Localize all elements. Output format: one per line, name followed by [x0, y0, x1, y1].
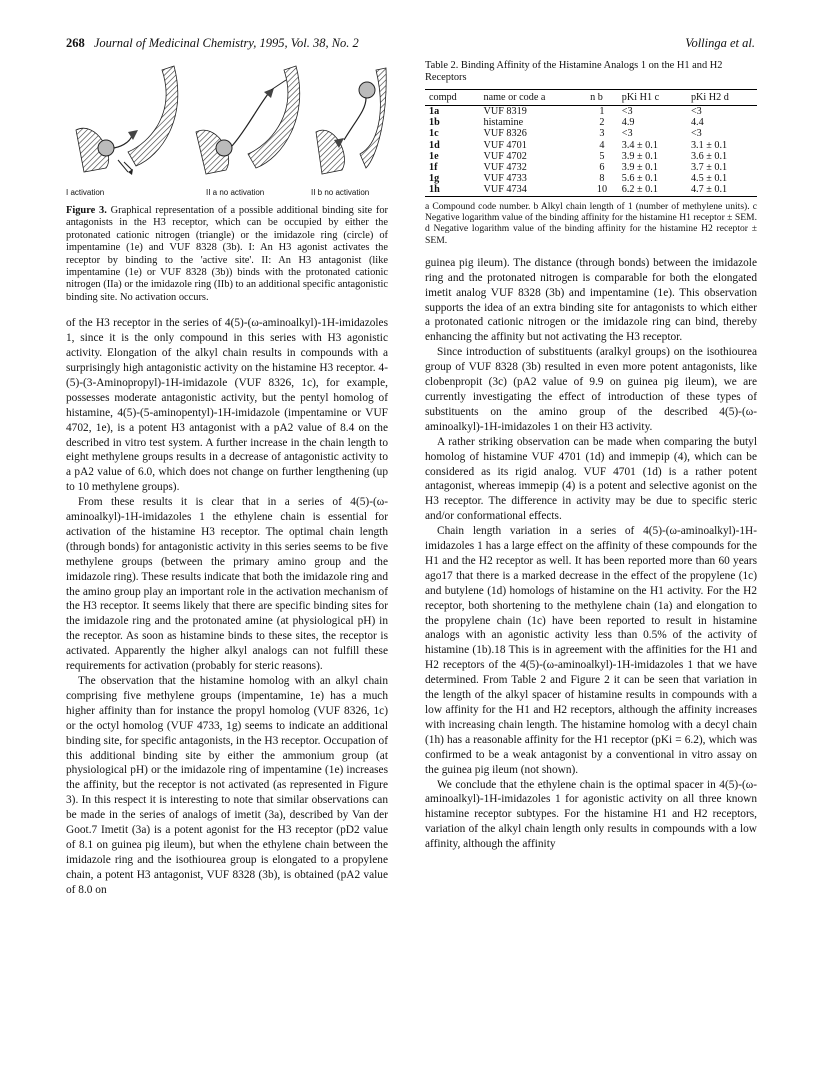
body-paragraph: of the H3 receptor in the series of 4(5)-(ω-aminoalkyl)-1H-imidazoles 1, since it is the only compound in this series with H3 agonistic activity. Elongation of the alkyl chain results in compounds with a surprisingly high antagonistic activity on the histamine H3 receptor. 4-(5)-(3-Aminopropyl)-1H-imidazole (VUF 8326, 1c), for example, possesses moderate antagonistic activity, but the pentyl homolog of histamine, 4(5)-(5-aminopentyl)-1H-imidazole (impentamine or VUF 4702, 1e), is a potent H3 antagonist with a pA2 value of 8.4 on the described in vitro test system. A further increase in the chain length to eight methylene groups results in a decrease of antagonistic activity to a pA2 value of 6.0, which does not change on further lengthening (up to 10 methylene groups).: [66, 317, 388, 494]
table-cell: VUF 4702: [483, 150, 527, 162]
panel-label-iia: II a no activation: [206, 188, 265, 197]
table-cell: 3.6 ± 0.1: [690, 150, 728, 162]
table-cell: VUF 4732: [483, 162, 527, 174]
table-cell: 3.9 ± 0.1: [621, 162, 658, 174]
table-cell: 1c: [429, 128, 439, 140]
body-paragraph: We conclude that the ethylene chain is the optimal spacer in 4(5)-(ω-aminoalkyl)-1H-imidazoles 1 for agonistic activity on all three known histamine receptor subtypes. For the histamine H1 and H2 receptors, variation of the alkyl chain length only results in compounds with a low affinity, although the affinity: [425, 778, 757, 851]
table-cell: 4.4: [690, 117, 704, 129]
table-cell: 2: [599, 117, 605, 129]
table-cell: 10: [596, 184, 608, 196]
table-cell: 1b: [429, 117, 440, 129]
table-cell: VUF 8319: [483, 106, 527, 118]
right-column: [425, 60, 757, 852]
body-paragraph: The observation that the histamine homolog with an alkyl chain comprising five methylene groups (impentamine, 1e) has a much higher affinity than for instance the propyl homolog (VUF 8326, 1c) or the octyl homolog (VUF 4733, 1g) seems to indicate an additional binding site, for specific antagonists, in the H3 receptor. Occupation of this additional binding site by either the ammonium group (at physiological pH) or the imidazole ring of impentamine (1e) increases the affinity, but the receptor is not activated (as represented in Figure 3). In this respect it is interesting to note that similar observations can be made in the series of analogs of imetit (3a), described by Van der Goot.7 Imetit (3a) is a potent agonist for the H3 receptor (pD2 value of 8.1 on guinea pig ileum), but when the ethylene chain between the imidazole ring and the isothiourea group is elongated to a propylene chain, a potent H3 antagonist, VUF 8328 (3b), is obtained (pA2 value of 8.0 on: [66, 675, 388, 896]
running-header: [66, 36, 755, 54]
table-cell: 1h: [429, 184, 440, 196]
table-row: [425, 128, 757, 139]
panel-label-iib: II b no activation: [311, 188, 370, 197]
table-2: [425, 89, 757, 197]
table-cell: 6: [599, 162, 605, 174]
table-row: [425, 184, 757, 196]
table-cell: <3: [690, 128, 702, 140]
table-cell: <3: [621, 106, 633, 118]
table-cell: 1g: [429, 173, 440, 185]
table-cell: VUF 8326: [483, 128, 527, 140]
column-header: pKi H1 c: [621, 91, 660, 103]
figure-3-illustration: [66, 60, 388, 188]
table-cell: 1: [599, 106, 605, 118]
body-paragraph: Since introduction of substituents (aralkyl groups) on the isothiourea group of VUF 8328 (3b) resulted in even more potent antagonists, like clobenpropit (3c) (pA2 value of 9.9 on guinea pig ileum), we are currently investigating the effect of introduction of these types of substituents on the amino group of the described 4(5)-(ω-aminoalkyl)-1H-imidazoles 1 on their H3 activity.: [425, 346, 757, 433]
table-cell: VUF 4734: [483, 184, 527, 196]
running-author: Vollinga et al.: [685, 36, 755, 50]
body-paragraph: A rather striking observation can be made when comparing the butyl homolog of histamine VUF 4701 (1d) and immepip (4), which can be considered as its rigid analog. VUF 4701 (1d) is a rather potent antagonist, whereas immepip (4) is a potent and selective agonist on the H3 receptor. The difference in activity may be due to specific steric and/or conformational effects.: [425, 435, 757, 523]
column-header: name or code a: [483, 91, 546, 103]
table-cell: VUF 4701: [483, 139, 527, 151]
table-cell: 3.1 ± 0.1: [690, 139, 728, 151]
table-cell: 3.9 ± 0.1: [621, 150, 658, 162]
column-header: n b: [590, 91, 603, 103]
body-paragraph: Chain length variation in a series of 4(5)-(ω-aminoalkyl)-1H-imidazoles 1 has a large effect on the affinity of these compounds for the H1 and the H2 receptor as well. It has been reported more than 60 years ago17 that there is a marked decrease in the effect of the propylene (1c) and butylene (1d) homologs of histamine on the H1 activity. For the H2 receptor, both shortening to the methylene chain (1a) and elongation to the propylene chain (1c) have been reported to result in histamine analogs with an agonistic activity less than 0.5% of the activity of histamine (1b).18 This is in agreement with the affinities for the H1 and H2 receptors of the 4(5)-(ω-aminoalkyl)-1H-imidazoles 1 that we have determined. From Table 2 and Figure 2 it can be seen that variation in the length of the alkyl spacer of histamine results in compounds with a low affinity for the H1 and H2 receptors, although the affinity increases with increasing chain length. The histamine homolog with a decyl chain (1h) has a reasonable affinity for the H1 receptor (pKi = 6.2), which was confirmed to be a weak antagonist by a conventional in vitro assay on the guinea pig ileum (not shown).: [425, 525, 757, 776]
table-cell: 5.6 ± 0.1: [621, 173, 658, 185]
page-number: 268: [66, 36, 85, 50]
figure-panel-labels: [66, 188, 388, 202]
table-cell: 1e: [429, 150, 439, 162]
figure-caption-text: Graphical representation of a possible additional binding site for antagonists in the H3 receptor, which can be occupied by either the protonated cationic nitrogen (triangle) or the imidazole ring (circle) of impentamine (1e) and VUF 8328 (3b). I: An H3 agonist activates the receptor by binding to the 'active site'. II: An H3 antagonist (like impentamine (1e) or VUF 8328 (3b)) binds with the protonated cationic nitrogen (IIa) or the imidazole ring (IIb) to an additional specific antagonistic binding site. No activation occurs.: [66, 205, 388, 303]
table-row: [425, 140, 757, 151]
table-cell: VUF 4733: [483, 173, 527, 185]
table-header-row: [425, 89, 757, 105]
table-row: [425, 173, 757, 184]
table-2-title: Table 2. Binding Affinity of the Histamine Analogs 1 on the H1 and H2 Receptors: [425, 60, 723, 84]
table-cell: 6.2 ± 0.1: [621, 184, 658, 196]
body-paragraph: guinea pig ileum). The distance (through bonds) between the imidazole ring and the protonated nitrogen is comparable for both the elongated imetit analog VUF 8328 (3b) and impentamine (1e). This observation supports the idea of an extra binding site for antagonists to which either a protonated cationic nitrogen or the imidazole ring can bind, thereby enhancing the affinity but not activating the H3 receptor.: [425, 256, 757, 344]
panel-label-i: I activation: [66, 188, 105, 197]
left-column: [66, 60, 388, 898]
table-cell: 4.7 ± 0.1: [690, 184, 728, 196]
table-cell: 1d: [429, 139, 440, 151]
panel-iib-no-activation: [316, 68, 386, 174]
panel-i-activation: [76, 66, 178, 175]
table-cell: 4.5 ± 0.1: [690, 173, 728, 185]
figure-caption-label: Figure 3.: [66, 205, 107, 216]
table-2-footnotes: a Compound code number. b Alkyl chain length of 1 (number of methylene units). c Negative logarithm value of the binding affinity for the histamine H1 receptor ± SEM. d Negative logarithm value of the binding affinity for the histamine H2 receptor ± SEM.: [425, 200, 757, 246]
table-cell: 4: [599, 139, 605, 151]
table-row: [425, 162, 757, 173]
table-cell: 3.7 ± 0.1: [690, 162, 728, 174]
table-cell: 1f: [429, 162, 438, 174]
table-cell: 5: [599, 150, 605, 162]
table-cell: 3.4 ± 0.1: [621, 139, 658, 151]
table-row: [425, 117, 757, 128]
column-header: pKi H2 d: [690, 91, 729, 103]
column-header: compd: [429, 91, 457, 103]
table-row: [425, 151, 757, 162]
table-cell: histamine: [483, 117, 524, 129]
table-cell: 8: [599, 173, 605, 185]
table-cell: 4.9: [621, 117, 635, 129]
receptor-diagram: [66, 60, 388, 188]
table-cell: <3: [621, 128, 633, 140]
table-cell: 1a: [429, 106, 440, 118]
body-paragraph: From these results it is clear that in a series of 4(5)-(ω-aminoalkyl)-1H-imidazoles 1 the ethylene chain is essential for activation of the histamine H3 receptor. The optimal chain length (through bonds) for antagonistic activity in this series seems to be five methylene groups (between the primary amino group and the imidazole ring). These results indicate that both the imidazole ring and the amino group play an important role in the activation mechanism of the H3 receptor. It seems likely that there are specific binding sites for the imidazole ring and the protonated amine (at physiological pH) in the receptor. As soon as histamine binds to these sites, the receptor is activated. Apparently the higher alkyl analogs can not fulfill these requirements for activation (probably for steric reasons).: [66, 496, 388, 673]
table-cell: 3: [599, 128, 605, 140]
figure-3-caption: [66, 205, 388, 304]
table-cell: <3: [690, 106, 702, 118]
table-row: [425, 106, 757, 118]
panel-iia-no-activation: [196, 66, 300, 174]
journal-citation: Journal of Medicinal Chemistry, 1995, Vol. 38, No. 2: [93, 36, 359, 50]
